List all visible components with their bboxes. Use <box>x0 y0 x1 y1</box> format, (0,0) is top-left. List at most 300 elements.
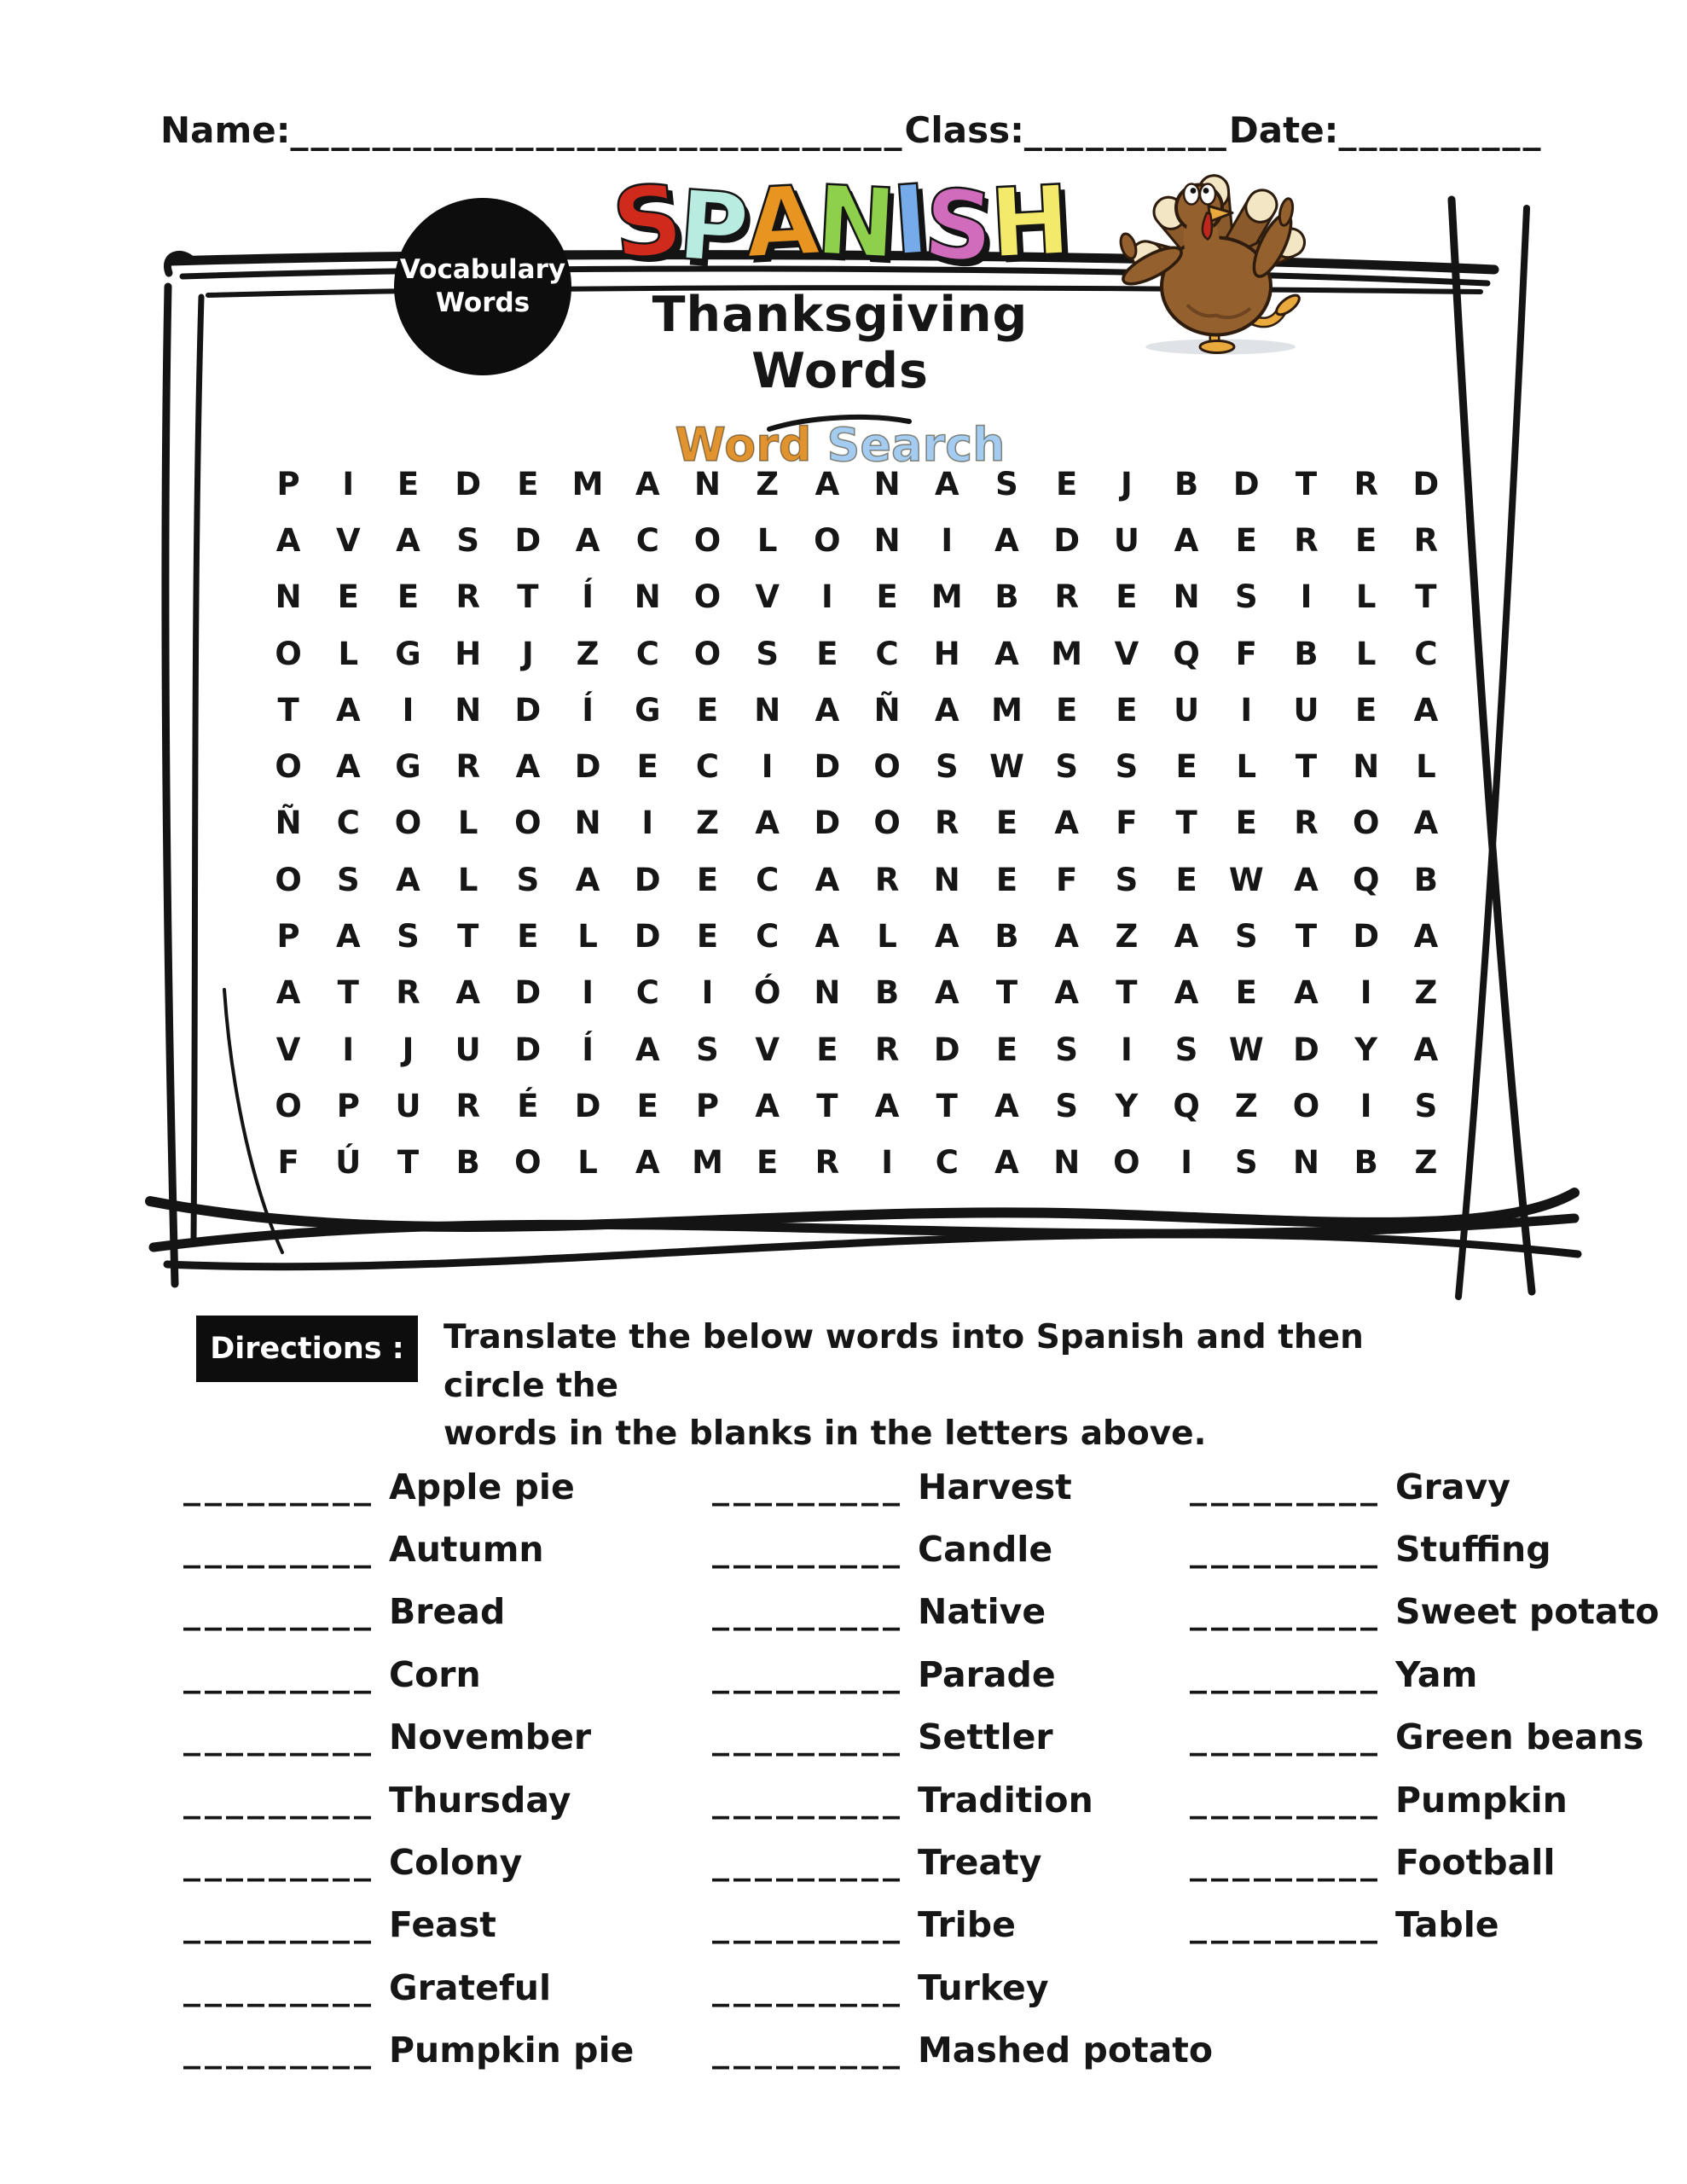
grid-letter-r9c3: S <box>397 918 420 956</box>
title-letter-4: N <box>813 165 896 281</box>
word-list-column-2 <box>712 1455 1214 2082</box>
grid-letter-r13c4: B <box>455 1144 480 1182</box>
word-list-item <box>183 1643 695 1705</box>
grid-letter-r9c11: L <box>877 918 897 956</box>
answer-blank: _________ <box>1190 1530 1382 1570</box>
grid-letter-r6c6: D <box>574 748 601 786</box>
grid-letter-r4c15: V <box>1114 635 1139 672</box>
word-label: Green beans <box>1395 1716 1644 1758</box>
grid-letter-r8c8: E <box>696 861 719 898</box>
answer-blank: _________ <box>712 1654 904 1694</box>
grid-letter-r13c11: I <box>881 1144 893 1182</box>
grid-letter-r3c17: S <box>1234 578 1258 616</box>
word-label: Native <box>918 1591 1046 1633</box>
answer-blank: _________ <box>712 2030 904 2071</box>
grid-letter-r10c2: T <box>337 974 359 1012</box>
grid-letter-r9c9: C <box>756 918 780 956</box>
word-list-item <box>1190 1894 1684 1956</box>
grid-letter-r2c8: O <box>693 521 722 559</box>
grid-letter-r4c11: C <box>875 635 899 672</box>
grid-letter-r7c2: C <box>336 804 360 842</box>
grid-letter-r9c6: L <box>577 918 598 956</box>
grid-letter-r2c19: E <box>1355 521 1377 559</box>
grid-letter-r12c12: T <box>936 1088 958 1125</box>
grid-letter-r7c5: O <box>514 804 542 842</box>
grid-letter-r4c2: L <box>338 635 359 672</box>
grid-letter-r11c14: S <box>1055 1031 1079 1068</box>
word-label: Thursday <box>389 1779 571 1821</box>
badge-line-2: Words <box>435 288 530 318</box>
word-label: Table <box>1395 1904 1499 1946</box>
word-label: Harvest <box>918 1466 1072 1507</box>
grid-letter-r1c4: D <box>455 465 482 502</box>
grid-letter-r2c14: D <box>1053 521 1081 559</box>
grid-letter-r9c2: A <box>335 918 361 956</box>
grid-letter-r10c18: A <box>1294 974 1319 1012</box>
grid-letter-r3c16: N <box>1173 578 1200 616</box>
grid-letter-r9c13: B <box>994 918 1019 956</box>
grid-letter-r12c19: I <box>1359 1088 1372 1125</box>
grid-letter-r8c12: N <box>933 861 960 898</box>
grid-letter-r11c8: S <box>696 1031 719 1068</box>
grid-letter-r9c8: E <box>696 918 719 956</box>
answer-blank: _________ <box>183 1967 375 2007</box>
grid-letter-r1c8: N <box>694 465 721 502</box>
grid-letter-r9c5: E <box>517 918 539 956</box>
grid-letter-r2c1: A <box>275 521 301 559</box>
grid-letter-r3c8: O <box>693 578 722 616</box>
grid-letter-r8c11: R <box>874 861 900 898</box>
word-list-item <box>1190 1831 1684 1893</box>
grid-letter-r11c19: Y <box>1354 1031 1378 1068</box>
grid-letter-r9c14: A <box>1054 918 1080 956</box>
grid-letter-r10c14: A <box>1054 974 1080 1012</box>
grid-letter-r13c3: T <box>397 1144 420 1182</box>
answer-blank: _________ <box>1190 1905 1382 1945</box>
word-label: Treaty <box>918 1842 1042 1884</box>
grid-letter-r12c15: Y <box>1115 1088 1139 1125</box>
grid-letter-r5c1: T <box>277 691 299 729</box>
grid-letter-r11c9: V <box>755 1031 780 1068</box>
grid-letter-r11c7: A <box>635 1031 660 1068</box>
grid-letter-r13c13: A <box>994 1144 1019 1182</box>
answer-blank: _________ <box>183 2030 375 2071</box>
grid-letter-r1c15: J <box>1121 465 1133 502</box>
title-letter-1: S <box>607 164 685 282</box>
grid-letter-r6c4: R <box>455 748 480 786</box>
word-list-item <box>712 1518 1190 1580</box>
grid-letter-r9c19: D <box>1353 918 1380 956</box>
grid-letter-r10c6: I <box>582 974 594 1012</box>
class-blank-line: __________ <box>1023 109 1229 151</box>
grid-letter-r1c7: A <box>635 465 660 502</box>
grid-letter-r5c20: A <box>1413 691 1439 729</box>
grid-letter-r12c11: A <box>874 1088 900 1125</box>
grid-letter-r8c10: A <box>815 861 840 898</box>
grid-letter-r10c13: T <box>995 974 1018 1012</box>
directions-line-2: words in the blanks in the letters above. <box>443 1414 1207 1454</box>
grid-letter-r12c18: O <box>1292 1088 1320 1125</box>
answer-blank: _________ <box>712 1530 904 1570</box>
grid-letter-r3c5: T <box>517 578 539 616</box>
grid-letter-r5c12: A <box>934 691 959 729</box>
grid-letter-r12c10: T <box>816 1088 838 1125</box>
title-letter-3: A <box>742 165 820 281</box>
grid-letter-r1c17: D <box>1232 465 1260 502</box>
grid-letter-r7c17: E <box>1235 804 1257 842</box>
grid-letter-r13c2: Ú <box>335 1144 362 1182</box>
grid-letter-r1c11: N <box>873 465 901 502</box>
word-list-item <box>1190 1706 1684 1769</box>
grid-letter-r7c9: A <box>755 804 780 842</box>
grid-letter-r13c7: A <box>635 1144 660 1182</box>
grid-letter-r9c17: S <box>1234 918 1258 956</box>
title-letter-2: P <box>675 170 750 286</box>
grid-letter-r13c16: I <box>1180 1144 1192 1182</box>
grid-letter-r1c9: Z <box>756 465 780 502</box>
word-label: Feast <box>389 1904 496 1946</box>
grid-letter-r3c15: E <box>1116 578 1138 616</box>
grid-letter-r3c9: V <box>755 578 780 616</box>
border-bottom-swoosh-2 <box>154 1218 1574 1247</box>
answer-blank: _________ <box>712 1717 904 1757</box>
grid-letter-r3c11: E <box>876 578 898 616</box>
grid-letter-r4c8: O <box>693 635 722 672</box>
grid-letter-r5c16: U <box>1174 691 1200 729</box>
word-label: Football <box>1395 1842 1556 1884</box>
grid-letter-r2c11: N <box>873 521 901 559</box>
answer-blank: _________ <box>1190 1654 1382 1694</box>
grid-letter-r5c13: M <box>991 691 1023 729</box>
word-list-item <box>712 1956 1190 2018</box>
grid-letter-r10c9: Ó <box>753 974 781 1012</box>
answer-blank: _________ <box>1190 1843 1382 1883</box>
grid-letter-r4c17: F <box>1235 635 1257 672</box>
word-list-item <box>712 1643 1190 1705</box>
word-list-item <box>183 1581 695 1643</box>
grid-letter-r6c16: E <box>1175 748 1197 786</box>
grid-letter-r11c6: Í <box>582 1031 594 1068</box>
grid-letter-r2c6: A <box>575 521 600 559</box>
grid-letter-r12c13: A <box>994 1088 1019 1125</box>
grid-letter-r3c7: N <box>634 578 661 616</box>
grid-letter-r3c3: E <box>397 578 420 616</box>
grid-letter-r1c13: S <box>995 465 1018 502</box>
grid-letter-r2c17: E <box>1235 521 1257 559</box>
word-list-item <box>183 1769 695 1831</box>
grid-letter-r12c2: P <box>336 1088 360 1125</box>
answer-blank: _________ <box>712 1905 904 1945</box>
grid-letter-r8c17: W <box>1228 861 1264 898</box>
name-blank-line: ______________________________ <box>290 109 905 151</box>
word-list-item <box>183 1956 695 2018</box>
grid-letter-r2c13: A <box>994 521 1019 559</box>
grid-letter-r9c10: A <box>815 918 840 956</box>
grid-letter-r4c10: E <box>816 635 838 672</box>
grid-letter-r1c6: M <box>571 465 604 502</box>
word-list-item <box>1190 1455 1684 1518</box>
grid-letter-r6c17: L <box>1236 748 1257 786</box>
grid-letter-r10c3: R <box>396 974 420 1012</box>
grid-letter-r12c3: U <box>395 1088 421 1125</box>
grid-letter-r1c2: I <box>342 465 355 502</box>
answer-blank: _________ <box>712 1780 904 1820</box>
grid-letter-r9c1: P <box>276 918 300 956</box>
word-label: Bread <box>389 1591 506 1633</box>
grid-letter-r9c7: D <box>634 918 661 956</box>
grid-letter-r7c18: R <box>1294 804 1319 842</box>
word-list-item <box>712 1831 1190 1893</box>
word-label: Tradition <box>918 1779 1093 1821</box>
grid-letter-r3c12: M <box>930 578 963 616</box>
grid-letter-r4c18: B <box>1294 635 1319 672</box>
grid-letter-r5c6: Í <box>582 691 594 729</box>
grid-letter-r2c7: C <box>635 521 659 559</box>
grid-letter-r9c16: A <box>1174 918 1199 956</box>
word-list-item <box>712 1894 1190 1956</box>
answer-blank: _________ <box>712 1592 904 1632</box>
grid-letter-r1c20: D <box>1412 465 1440 502</box>
grid-letter-r5c18: U <box>1293 691 1319 729</box>
grid-letter-r2c9: L <box>757 521 778 559</box>
grid-letter-r8c4: L <box>457 861 478 898</box>
grid-letter-r9c18: T <box>1295 918 1318 956</box>
answer-blank: _________ <box>1190 1592 1382 1632</box>
grid-letter-r10c7: C <box>635 974 659 1012</box>
word-list-item <box>1190 1518 1684 1580</box>
word-label: Apple pie <box>389 1466 575 1507</box>
directions-line-1: Translate the below words into Spanish and then circle the <box>443 1318 1364 1405</box>
grid-letter-r10c17: E <box>1235 974 1257 1012</box>
grid-letter-r7c13: E <box>995 804 1018 842</box>
grid-letter-r6c15: S <box>1115 748 1139 786</box>
grid-letter-r1c1: P <box>276 465 300 502</box>
answer-blank: _________ <box>1190 1717 1382 1757</box>
grid-letter-r7c19: O <box>1352 804 1380 842</box>
date-label: Date: <box>1228 109 1339 151</box>
grid-letter-r11c5: D <box>514 1031 542 1068</box>
word-list-item <box>183 1518 695 1580</box>
grid-letter-r5c15: E <box>1116 691 1138 729</box>
title-letter-5: I <box>888 164 929 278</box>
grid-letter-r4c13: A <box>994 635 1019 672</box>
grid-letter-r13c10: R <box>815 1144 840 1182</box>
grid-letter-r5c8: E <box>696 691 719 729</box>
word-list-column-1 <box>183 1455 695 2082</box>
word-list-item <box>712 1581 1190 1643</box>
grid-letter-r12c6: D <box>574 1088 601 1125</box>
grid-letter-r2c2: V <box>335 521 361 559</box>
grid-letter-r7c20: A <box>1413 804 1439 842</box>
grid-letter-r13c19: B <box>1354 1144 1378 1182</box>
grid-letter-r13c17: S <box>1234 1144 1258 1182</box>
title-letter-7: H <box>987 165 1070 281</box>
grid-letter-r10c8: I <box>701 974 714 1012</box>
grid-letter-r6c5: A <box>515 748 541 786</box>
grid-letter-r10c19: I <box>1359 974 1372 1012</box>
title-letter-6: S <box>920 168 994 284</box>
directions-text <box>443 1314 1424 1459</box>
word-label: Stuffing <box>1395 1529 1551 1571</box>
answer-blank: _________ <box>183 1530 375 1570</box>
word-label: Yam <box>1395 1653 1478 1695</box>
grid-letter-r6c9: I <box>761 748 774 786</box>
grid-letter-r8c13: E <box>995 861 1018 898</box>
grid-letter-r5c9: N <box>754 691 781 729</box>
word-label: Settler <box>918 1716 1053 1758</box>
grid-letter-r8c2: S <box>336 861 360 898</box>
grid-letter-r7c16: T <box>1175 804 1197 842</box>
word-label: Pumpkin pie <box>389 2030 635 2071</box>
word-label: Grateful <box>389 1966 552 2008</box>
grid-letter-r4c12: H <box>933 635 960 672</box>
word-label: Autumn <box>389 1529 544 1571</box>
word-label: Mashed potato <box>918 2030 1214 2071</box>
border-bottom-swoosh-3 <box>167 1234 1578 1267</box>
grid-letter-r7c12: R <box>935 804 959 842</box>
grid-letter-r5c11: Ñ <box>873 691 901 729</box>
grid-letter-r5c17: I <box>1240 691 1253 729</box>
grid-letter-r7c7: I <box>641 804 654 842</box>
grid-letter-r2c20: R <box>1413 521 1439 559</box>
word-label: Parade <box>918 1653 1056 1695</box>
grid-letter-r6c12: S <box>935 748 959 786</box>
grid-letter-r13c5: O <box>514 1144 542 1182</box>
grid-letter-r10c15: T <box>1116 974 1138 1012</box>
grid-letter-r8c5: S <box>516 861 540 898</box>
grid-letter-r5c7: G <box>635 691 661 729</box>
grid-letter-r6c8: C <box>695 748 720 786</box>
answer-blank: _________ <box>183 1905 375 1945</box>
grid-letter-r12c9: A <box>755 1088 780 1125</box>
grid-letter-r9c4: T <box>457 918 479 956</box>
grid-letter-r5c14: E <box>1056 691 1078 729</box>
title-subtitle: Thanksgiving Words <box>652 287 1029 399</box>
grid-letter-r4c9: S <box>756 635 780 672</box>
grid-letter-r2c5: D <box>514 521 542 559</box>
border-corner-loop <box>167 254 193 273</box>
word-search-heading-part-1: Word <box>675 418 812 472</box>
answer-blank: _________ <box>183 1717 375 1757</box>
grid-letter-r5c2: A <box>335 691 361 729</box>
answer-blank: _________ <box>183 1467 375 1507</box>
word-list-item <box>183 2019 695 2082</box>
grid-letter-r13c18: N <box>1293 1144 1319 1182</box>
grid-letter-r11c1: V <box>275 1031 301 1068</box>
grid-letter-r3c10: I <box>821 578 833 616</box>
grid-letter-r9c20: A <box>1413 918 1439 956</box>
grid-letter-r8c19: Q <box>1352 861 1380 898</box>
border-left-stroke-2 <box>194 297 201 1239</box>
answer-blank: _________ <box>183 1780 375 1820</box>
grid-letter-r5c4: N <box>455 691 482 729</box>
grid-letter-r8c16: E <box>1175 861 1197 898</box>
grid-letter-r9c15: Z <box>1115 918 1139 956</box>
grid-letter-r6c19: N <box>1353 748 1380 786</box>
word-search-grid <box>258 456 1456 1191</box>
grid-letter-r4c6: Z <box>576 635 600 672</box>
grid-letter-r7c6: N <box>574 804 601 842</box>
word-label: November <box>389 1716 592 1758</box>
grid-letter-r12c5: É <box>517 1088 539 1125</box>
grid-letter-r3c19: L <box>1355 578 1377 616</box>
grid-letter-r7c11: O <box>873 804 901 842</box>
grid-letter-r3c20: T <box>1415 578 1437 616</box>
grid-letter-r11c16: S <box>1174 1031 1198 1068</box>
grid-letter-r8c15: S <box>1115 861 1139 898</box>
grid-letter-r7c8: Z <box>696 804 719 842</box>
grid-letter-r13c12: C <box>935 1144 959 1182</box>
grid-letter-r13c14: N <box>1053 1144 1081 1182</box>
word-list-item <box>183 1894 695 1956</box>
grid-letter-r1c10: A <box>815 465 840 502</box>
grid-letter-r4c7: C <box>635 635 659 672</box>
grid-letter-r3c18: I <box>1300 578 1313 616</box>
grid-letter-r7c15: F <box>1116 804 1138 842</box>
word-label: Colony <box>389 1842 523 1884</box>
grid-letter-r10c10: N <box>814 974 841 1012</box>
grid-letter-r8c6: A <box>575 861 600 898</box>
grid-letter-r1c16: B <box>1174 465 1199 502</box>
grid-letter-r11c4: U <box>455 1031 481 1068</box>
answer-blank: _________ <box>1190 1467 1382 1507</box>
grid-letter-r11c17: W <box>1228 1031 1264 1068</box>
grid-letter-r2c4: S <box>456 521 480 559</box>
grid-letter-r8c9: C <box>756 861 780 898</box>
grid-letter-r13c6: L <box>577 1144 598 1182</box>
grid-letter-r5c19: E <box>1355 691 1377 729</box>
word-label: Pumpkin <box>1395 1779 1568 1821</box>
word-label: Gravy <box>1395 1466 1510 1507</box>
word-list-item <box>712 1455 1190 1518</box>
answer-blank: _________ <box>1190 1780 1382 1820</box>
word-list-item <box>183 1455 695 1518</box>
grid-letter-r7c1: Ñ <box>275 804 302 842</box>
grid-letter-r12c14: S <box>1055 1088 1079 1125</box>
word-list-item <box>183 1831 695 1893</box>
grid-letter-r12c16: Q <box>1173 1088 1200 1125</box>
grid-letter-r11c13: E <box>995 1031 1018 1068</box>
header-fill-in-line <box>160 109 1559 151</box>
grid-letter-r8c3: A <box>396 861 420 898</box>
grid-letter-r1c14: E <box>1056 465 1078 502</box>
grid-letter-r10c5: D <box>514 974 542 1012</box>
grid-letter-r13c20: Z <box>1414 1144 1438 1182</box>
word-list-item <box>1190 1643 1684 1705</box>
grid-letter-r13c9: E <box>757 1144 779 1182</box>
grid-letter-r6c20: L <box>1416 748 1436 786</box>
word-label: Tribe <box>918 1904 1016 1946</box>
grid-letter-r5c5: D <box>514 691 542 729</box>
grid-letter-r12c8: P <box>695 1088 720 1125</box>
word-list-item <box>712 1706 1190 1769</box>
grid-letter-r13c8: M <box>692 1144 723 1182</box>
grid-letter-r2c18: R <box>1294 521 1319 559</box>
word-list-item <box>712 1769 1190 1831</box>
grid-letter-r10c4: A <box>455 974 481 1012</box>
grid-letter-r2c12: I <box>941 521 954 559</box>
title-spanish <box>580 164 1100 286</box>
word-search-heading-part-2: Search <box>826 418 1006 472</box>
grid-letter-r7c3: O <box>394 804 422 842</box>
grid-letter-r7c4: L <box>457 804 478 842</box>
word-label: Corn <box>389 1653 481 1695</box>
grid-letter-r8c7: D <box>634 861 661 898</box>
grid-letter-r4c4: H <box>455 635 482 672</box>
grid-letter-r3c4: R <box>455 578 480 616</box>
vocabulary-words-badge <box>394 198 571 375</box>
grid-letter-r10c1: A <box>275 974 301 1012</box>
